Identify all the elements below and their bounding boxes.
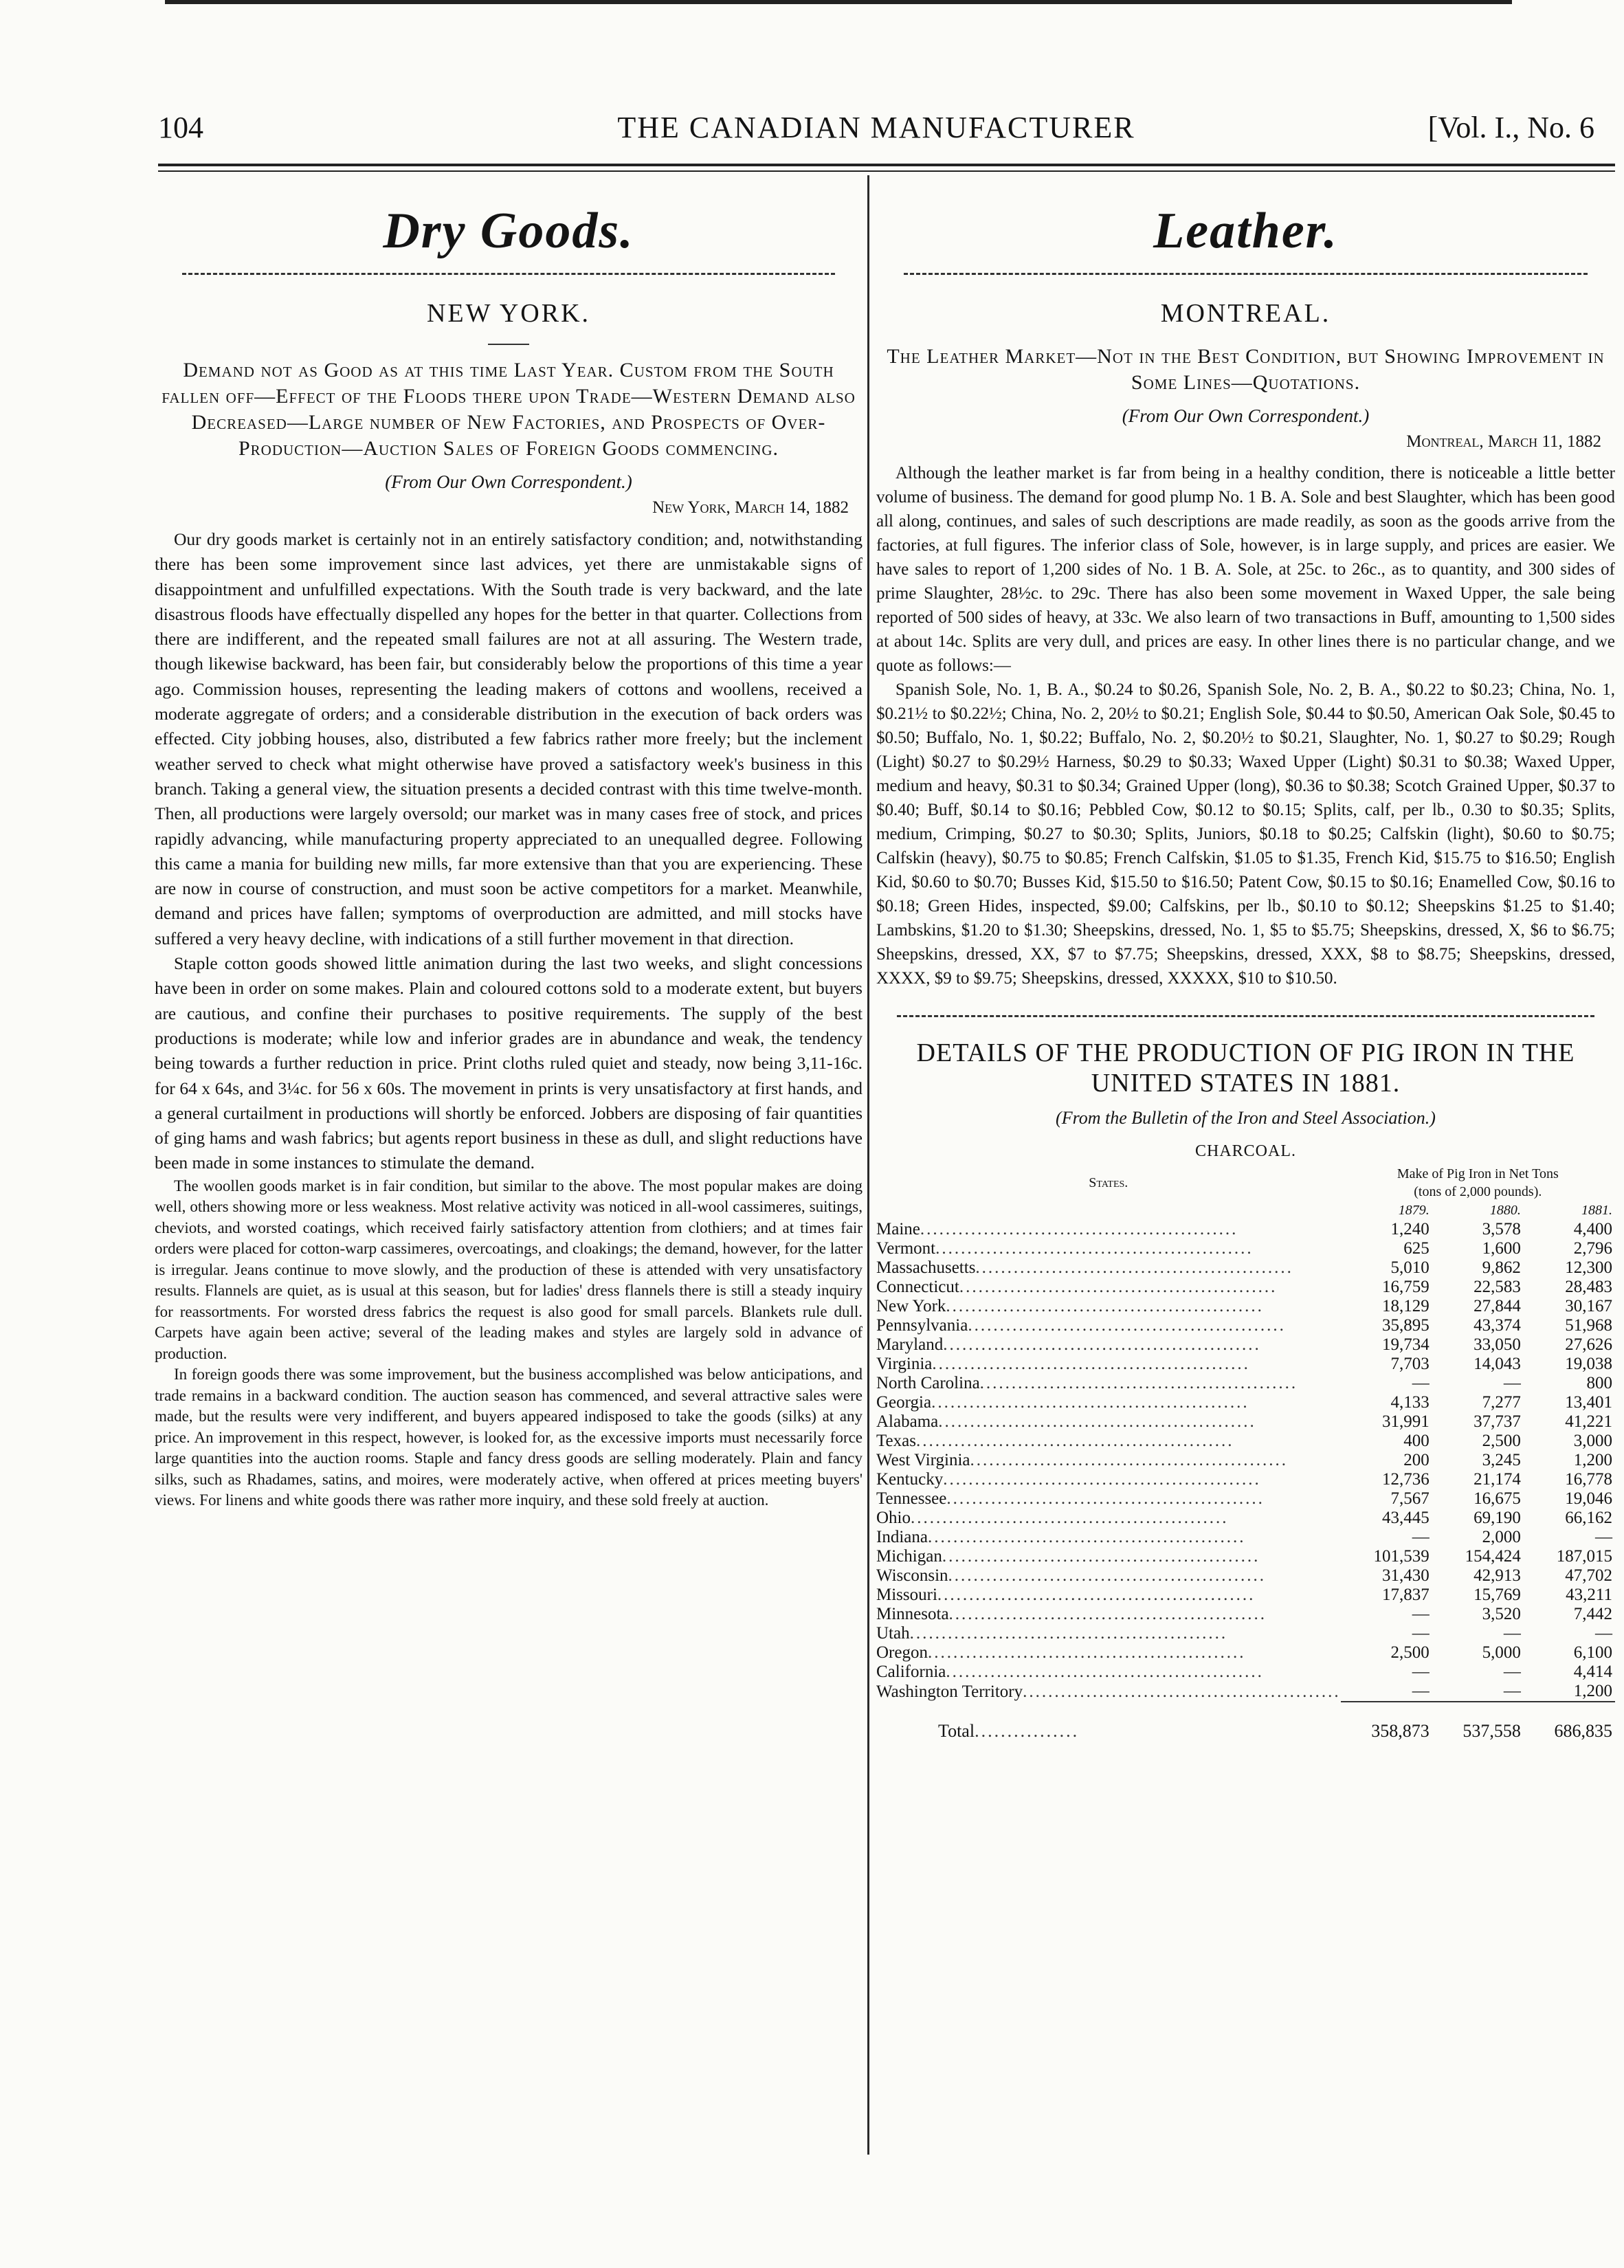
total-1879: 358,873	[1341, 1702, 1432, 1741]
production-1881: 1,200	[1573, 1682, 1612, 1700]
state-name: Tennessee	[876, 1489, 947, 1508]
volume-number: [Vol. I., No. 6	[1427, 111, 1594, 144]
state-name: Alabama	[876, 1412, 939, 1431]
table-row	[876, 1451, 1615, 1470]
production-1881: 187,015	[1556, 1547, 1612, 1566]
page-header	[158, 110, 1594, 158]
dot-leader: ..................................................	[959, 1278, 1278, 1296]
state-name: Texas	[876, 1432, 916, 1450]
production-1880: 16,675	[1473, 1489, 1521, 1508]
table-row	[876, 1335, 1615, 1355]
section-divider	[897, 1015, 1594, 1017]
state-name: Pennsylvania	[876, 1316, 968, 1335]
table-row	[876, 1624, 1615, 1643]
production-1881: 800	[1586, 1374, 1612, 1392]
article-paragraph: In foreign goods there was some improvement, but the business accomplished was below anticipations, and trade remains in a backward condition. The auction season has commenced, and several attractive sales were made, but the results were very indifferent, and buyers appeared indisposed to take the goods (silks) at any price. An improvement in this respect, however, is looked for, as the excessive imports must necessarily force large quantities into the auction rooms. Staple and fancy dress goods are selling moderately. Plain and fancy silks, such as Rhadames, satins, and moires, were moderately active, when offered at prices meeting buyers' views. For linens and white goods there was rather more inquiry, and these sold freely at auction.	[155, 1366, 863, 1509]
top-edge-rule	[165, 0, 1512, 4]
production-1879: —	[1412, 1682, 1430, 1700]
production-1880: 9,862	[1482, 1258, 1521, 1277]
table-row	[876, 1489, 1615, 1509]
production-1881: 7,442	[1573, 1605, 1612, 1623]
production-1880: —	[1503, 1682, 1521, 1700]
production-1879: 7,703	[1390, 1355, 1430, 1373]
production-1879: 19,734	[1381, 1335, 1430, 1354]
production-1879: —	[1412, 1663, 1430, 1681]
header-rule-thin	[158, 170, 1615, 172]
production-1880: 7,277	[1482, 1393, 1521, 1412]
dot-leader: ..................................................	[937, 1586, 1256, 1604]
production-1880: 3,578	[1482, 1220, 1521, 1238]
price-quotations: Spanish Sole, No. 1, B. A., $0.24 to $0.26, Spanish Sole, No. 2, B. A., $0.22 to $0.23; China, No. 1, $0.21½ to $0.22½; China, No. 2, 20½ to $0.21; English Sole, $0.44 to $0.50, American Oak Sole, $0.45 to $0.50; Buffalo, No. 1, $0.22; Buffalo, No. 2, $0.20½ to $0.21, Slaughter, No. 1, $0.27 to $0.29; Rough (Light) $0.27 to $0.29½ Harness, $0.29 to $0.33; Waxed Upper (Light) $0.31 to $0.38; Waxed Upper, medium and heavy, $0.31 to $0.34; Grained Upper (long), $0.36 to $0.38; Scotch Grained Upper, $0.37 to $0.40; Buff, $0.14 to $0.16; Pebbled Cow, $0.12 to $0.15; Splits, calf, per lb., 0.30 to $0.35; Splits, medium, Crimping, $0.27 to $0.30; Splits, Juniors, $0.18 to $0.25; Calfskin (light), $0.60 to $0.75; Calfskin (heavy), $0.75 to $0.85; French Calfskin, $1.05 to $1.35, French Kid, $15.75 to $16.50; English Kid, $0.60 to $0.70; Busses Kid, $15.50 to $16.50; Patent Cow, $0.15 to $0.16; Enamelled Cow, $0.16 to $0.18; Green Hides, inspected, $9.00; Calfskins, per lb., $0.10 to $0.12; Sheepskins $1.25 to $1.40; Lambskins, $1.20 to $1.30; Sheepskins, dressed, No. 1, $5 to $5.75; Sheepskins, dressed, X, $6 to $6.75; Sheepskins, dressed, XX, $7 to $7.75; Sheepskins, dressed, XXX, $8 to $8.75; Sheepskins, dressed, XXXX, $9 to $9.75; Sheepskins, dressed, XXXXX, $10 to $10.50.	[876, 680, 1615, 988]
dot-leader: ..................................................	[927, 1528, 1246, 1546]
table-row	[876, 1528, 1615, 1547]
table-row	[876, 1682, 1615, 1702]
state-name: Vermont	[876, 1239, 936, 1258]
article-paragraph: Our dry goods market is certainly not in an entirely satisfactory condition; and, notwithstanding there has been some improvement since last advices, yet there are unmistakable signs of disappointment and unfulfilled expectations. With the South trade is very backward, and the late disastrous floods have effectually dispelled any hopes for the better in that quarter. Collections from there are indifferent, and the repeated small failures are not at all assuring. The Western trade, though likewise backward, has been fair, but considerably below the proportions of this time a year ago. Commission houses, representing the leading makers of cottons and woollens, received a moderate aggregate of orders; and a considerable distribution in the execution of back orders was effected. City jobbing houses, also, distributed a few fabrics rather more freely; but the inclement weather served to check what might otherwise have proved a satisfactory week's business in this branch. Taking a general view, the situation presents a decided contrast with this time twelve-month. Then, all productions were largely oversold; our market was in many cases free of stock, and prices rapidly advancing, while manufacturing property appreciated to an unequalled degree. Following this came a mania for building new mills, far more extensive than that you are experiencing. These are now in course of construction, and must soon be active competitors for a market. Meanwhile, demand and prices have fallen; symptoms of overproduction are admitted, and mill stocks have suffered a very heavy decline, with indications of a still further movement in that direction.	[155, 529, 863, 948]
year-header-row	[876, 1201, 1615, 1220]
state-name: Kentucky	[876, 1470, 944, 1489]
production-1879: 43,445	[1381, 1509, 1430, 1527]
production-1880: 43,374	[1473, 1316, 1521, 1335]
production-1881: 19,038	[1565, 1355, 1612, 1373]
production-1880: 2,000	[1482, 1528, 1521, 1546]
table-row	[876, 1374, 1615, 1393]
production-1880: 21,174	[1473, 1470, 1521, 1489]
production-1879: 18,129	[1381, 1297, 1430, 1315]
production-1881: —	[1595, 1528, 1612, 1546]
charcoal-heading: CHARCOAL.	[1194, 1142, 1296, 1160]
production-1879: 17,837	[1381, 1586, 1430, 1604]
state-name: New York	[876, 1297, 946, 1315]
short-rule	[488, 344, 529, 345]
table-row	[876, 1297, 1615, 1316]
section-title-leather: Leather.	[1153, 203, 1338, 259]
dry-goods-column	[155, 186, 863, 1511]
state-name: Georgia	[876, 1393, 932, 1412]
production-1879: 625	[1403, 1239, 1430, 1258]
table-row	[876, 1643, 1615, 1663]
section-divider	[182, 273, 835, 275]
production-1881: 66,162	[1565, 1509, 1612, 1527]
production-1879: 101,539	[1373, 1547, 1430, 1566]
production-1879: 5,010	[1390, 1258, 1430, 1277]
table-row	[876, 1278, 1615, 1297]
state-name: West Virginia	[876, 1451, 970, 1469]
state-name: Maine	[876, 1220, 920, 1238]
year-header: 1880.	[1489, 1203, 1521, 1218]
production-1881: 43,211	[1566, 1586, 1612, 1604]
production-1880: 154,424	[1465, 1547, 1521, 1566]
state-name: Massachusetts	[876, 1258, 976, 1277]
dot-leader: ..................................................	[979, 1374, 1298, 1392]
dot-leader: ..................................................	[942, 1547, 1260, 1566]
production-1880: —	[1503, 1663, 1521, 1681]
dot-leader: ..................................................	[970, 1451, 1289, 1469]
production-1881: 47,702	[1565, 1566, 1612, 1585]
state-name: Virginia	[876, 1355, 933, 1373]
production-1879: 1,240	[1390, 1220, 1430, 1238]
dot-leader: ..................................................	[927, 1643, 1246, 1662]
production-1879: 4,133	[1390, 1393, 1430, 1412]
production-1880: —	[1503, 1624, 1521, 1643]
dot-leader: ..................................................	[920, 1220, 1238, 1238]
section-title-dry-goods: Dry Goods.	[383, 203, 634, 259]
production-1880: 2,500	[1482, 1432, 1521, 1450]
production-1881: 16,778	[1565, 1470, 1612, 1489]
production-1880: 42,913	[1473, 1566, 1521, 1585]
dot-leader: ..................................................	[943, 1470, 1261, 1489]
state-name: California	[876, 1663, 946, 1681]
production-1879: 200	[1403, 1451, 1430, 1469]
production-1881: 13,401	[1565, 1393, 1612, 1412]
production-1879: 12,736	[1381, 1470, 1430, 1489]
table-row	[876, 1432, 1615, 1451]
state-name: Utah	[876, 1624, 910, 1643]
production-1879: —	[1412, 1624, 1430, 1643]
state-name: Missouri	[876, 1586, 937, 1604]
production-1881: 30,167	[1565, 1297, 1612, 1315]
total-label: Total	[938, 1720, 975, 1741]
table-row	[876, 1566, 1615, 1586]
dot-leader: ................	[975, 1720, 1080, 1741]
year-header: 1879.	[1398, 1203, 1430, 1218]
production-1881: 41,221	[1565, 1412, 1612, 1431]
total-1881: 686,835	[1524, 1702, 1615, 1741]
make-subheader: (tons of 2,000 pounds).	[1414, 1184, 1542, 1199]
correspondent-credit: (From Our Own Correspondent.)	[385, 471, 632, 492]
page-number: 104	[158, 111, 203, 144]
table-row	[876, 1220, 1615, 1239]
table-row	[876, 1239, 1615, 1258]
table-row	[876, 1412, 1615, 1432]
production-1880: 37,737	[1473, 1412, 1521, 1431]
table-row	[876, 1355, 1615, 1374]
production-1880: 15,769	[1473, 1586, 1521, 1604]
production-1881: 28,483	[1565, 1278, 1612, 1296]
city-heading: MONTREAL.	[1160, 299, 1331, 328]
production-1880: 14,043	[1473, 1355, 1521, 1373]
section-divider	[904, 273, 1588, 275]
table-row	[876, 1316, 1615, 1335]
dateline: Montreal, March 11, 1882	[1406, 432, 1601, 451]
article-headline: Demand not as Good as at this time Last Year. Custom from the South fallen off—Effect of the Floods there upon Trade—Western Demand also Decreased—Large number of New Factories, and Prospects of Over-Production—Auction Sales of Foreign Goods commencing.	[162, 359, 856, 460]
production-1880: 3,520	[1482, 1605, 1521, 1623]
production-1879: —	[1412, 1374, 1430, 1392]
production-1879: 35,895	[1381, 1316, 1430, 1335]
table-row	[876, 1258, 1615, 1278]
state-name: Minnesota	[876, 1605, 949, 1623]
leather-column	[876, 186, 1615, 1741]
pig-iron-source: (From the Bulletin of the Iron and Steel Association.)	[1056, 1108, 1436, 1128]
production-1880: 1,600	[1482, 1239, 1521, 1258]
article-paragraph: The woollen goods market is in fair condition, but similar to the above. The most popular makes are doing well, others showing more or less weakness. Most relative activity was noticed in all-wool cassimeres, suitings, cheviots, and worsted coatings, which received fairly satisfactory attention from clothiers; and at times fair orders were placed for cotton-warp cassimeres, overcoatings, and cloakings; the demand, however, for the latter is irregular. Jeans continue to move slowly, and the production of these is attended with very unsatisfactory results. Flannels are quiet, as is usual at this season, but for ladies' dress flannels there is still a steady inquiry for reassortments. For worsted dress fabrics the request is also good for small parcels. Blankets rule dull. Carpets have again been active; several of the leading makes and styles are largely sold in advance of production.	[155, 1177, 863, 1362]
production-1880: 5,000	[1482, 1643, 1521, 1662]
make-header-line: Make of Pig Iron in Net Tons	[1397, 1166, 1559, 1181]
total-1880: 537,558	[1432, 1702, 1524, 1741]
table-row	[876, 1663, 1615, 1682]
state-name: Maryland	[876, 1335, 944, 1354]
dot-leader: ..................................................	[938, 1412, 1256, 1431]
state-name: Connecticut	[876, 1278, 959, 1296]
production-1880: 33,050	[1473, 1335, 1521, 1354]
dot-leader: ..................................................	[935, 1239, 1254, 1258]
production-1880: 27,844	[1473, 1297, 1521, 1315]
production-1881: 4,400	[1573, 1220, 1612, 1238]
table-total-row	[876, 1702, 1615, 1741]
production-1880: 22,583	[1473, 1278, 1521, 1296]
header-rule-thick	[158, 164, 1615, 166]
states-header: States.	[1089, 1175, 1128, 1190]
table-header-row	[876, 1165, 1615, 1201]
production-1881: —	[1595, 1624, 1612, 1643]
year-header: 1881.	[1581, 1203, 1612, 1218]
production-1881: 51,968	[1565, 1316, 1612, 1335]
article-paragraph: Staple cotton goods showed little animation during the last two weeks, and slight concessions have been in order on some makes. Plain and coloured cottons sold to a moderate extent, but buyers are cautious, and confine their purchases to positive requirements. The supply of the best productions is moderate; while low and inferior grades are in abundance and weak, the tendency being towards a further reduction in price. Print cloths ruled quiet and steady, now being 3,11-16c. for 64 x 64s, and 3¼c. for 56 x 60s. The movement in prints is very unsatisfactory at first hands, and a general curtailment in productions will shortly be enforced. Jobbers are disposing of fair quantities of ging hams and wash fabrics; but agents report business in these as dull, and slight reductions have been made in some instances to stimulate the demand.	[155, 953, 863, 1173]
dot-leader: ..................................................	[1023, 1682, 1341, 1701]
table-row	[876, 1470, 1615, 1489]
dot-leader: ..................................................	[943, 1335, 1261, 1354]
state-name: Ohio	[876, 1509, 911, 1527]
dot-leader: ..................................................	[975, 1258, 1293, 1277]
city-heading: NEW YORK.	[426, 299, 591, 328]
production-1879: 7,567	[1390, 1489, 1430, 1508]
production-1879: —	[1412, 1605, 1430, 1623]
pig-iron-title: DETAILS OF THE PRODUCTION OF PIG IRON IN THE UNITED STATES IN 1881.	[916, 1038, 1575, 1098]
make-header	[1341, 1165, 1615, 1201]
pig-iron-table	[876, 1165, 1615, 1741]
production-1881: 4,414	[1573, 1663, 1612, 1681]
production-1880: 69,190	[1473, 1509, 1521, 1527]
production-1879: 31,430	[1381, 1566, 1430, 1585]
dot-leader: ..................................................	[946, 1663, 1264, 1681]
state-name: Oregon	[876, 1643, 928, 1662]
dot-leader: ..................................................	[909, 1624, 1228, 1643]
state-name: Wisconsin	[876, 1566, 948, 1585]
production-1879: 400	[1403, 1432, 1430, 1450]
production-1880: —	[1503, 1374, 1521, 1392]
dot-leader: ..................................................	[932, 1355, 1250, 1373]
production-1879: 16,759	[1381, 1278, 1430, 1296]
table-row	[876, 1605, 1615, 1624]
article-headline: The Leather Market—Not in the Best Condition, but Showing Improvement in Some Lines—Quotations.	[887, 345, 1605, 394]
dot-leader: ..................................................	[911, 1509, 1229, 1527]
state-name: North Carolina	[876, 1374, 980, 1392]
production-1881: 19,046	[1565, 1489, 1612, 1508]
production-1881: 6,100	[1573, 1643, 1612, 1662]
production-1881: 1,200	[1573, 1451, 1612, 1469]
table-row	[876, 1586, 1615, 1605]
dot-leader: ..................................................	[915, 1432, 1234, 1450]
article-paragraph: Although the leather market is far from being in a healthy condition, there is noticeable a little better volume of business. The demand for good plump No. 1 B. A. Sole and best Slaughter, which has been good all along, continues, and sales of such descriptions are made readily, as soon as the goods arrive from the factories, at full figures. The inferior class of Sole, however, is in large supply, and prices are easier. We have sales to report of 1,200 sides of No. 1 B. A. Sole, at 25c. to 26c., as to quantity, and 300 sides of prime Slaughter, 28½c. to 29c. There has also been some movement in Waxed Upper, the sale being reported of 500 sides of heavy, at 33c. We also learn of two transactions in Buff, amounting to 1,500 sides at about 14c. Splits are very dull, and prices are easy. In other lines there is no particular change, and we quote as follows:—	[876, 464, 1615, 675]
production-1880: 3,245	[1482, 1451, 1521, 1469]
dot-leader: ..................................................	[948, 1605, 1267, 1623]
correspondent-credit: (From Our Own Correspondent.)	[1122, 405, 1370, 426]
production-1879: 31,991	[1381, 1412, 1430, 1431]
dot-leader: ..................................................	[948, 1566, 1267, 1585]
dot-leader: ..................................................	[931, 1393, 1249, 1412]
column-divider	[867, 175, 869, 2155]
state-name: Washington Territory	[876, 1682, 1023, 1701]
production-1879: 2,500	[1390, 1643, 1430, 1662]
table-row	[876, 1509, 1615, 1528]
production-1879: —	[1412, 1528, 1430, 1546]
table-row	[876, 1547, 1615, 1566]
state-name: Indiana	[876, 1528, 928, 1546]
dot-leader: ..................................................	[946, 1297, 1264, 1315]
table-row	[876, 1393, 1615, 1412]
production-1881: 12,300	[1565, 1258, 1612, 1277]
dot-leader: ..................................................	[968, 1316, 1286, 1335]
production-1881: 2,796	[1573, 1239, 1612, 1258]
production-1881: 3,000	[1573, 1432, 1612, 1450]
dateline: New York, March 14, 1882	[652, 498, 849, 517]
state-name: Michigan	[876, 1547, 942, 1566]
dot-leader: ..................................................	[946, 1489, 1265, 1508]
publication-title: THE CANADIAN MANUFACTURER	[617, 111, 1135, 144]
production-1881: 27,626	[1565, 1335, 1612, 1354]
